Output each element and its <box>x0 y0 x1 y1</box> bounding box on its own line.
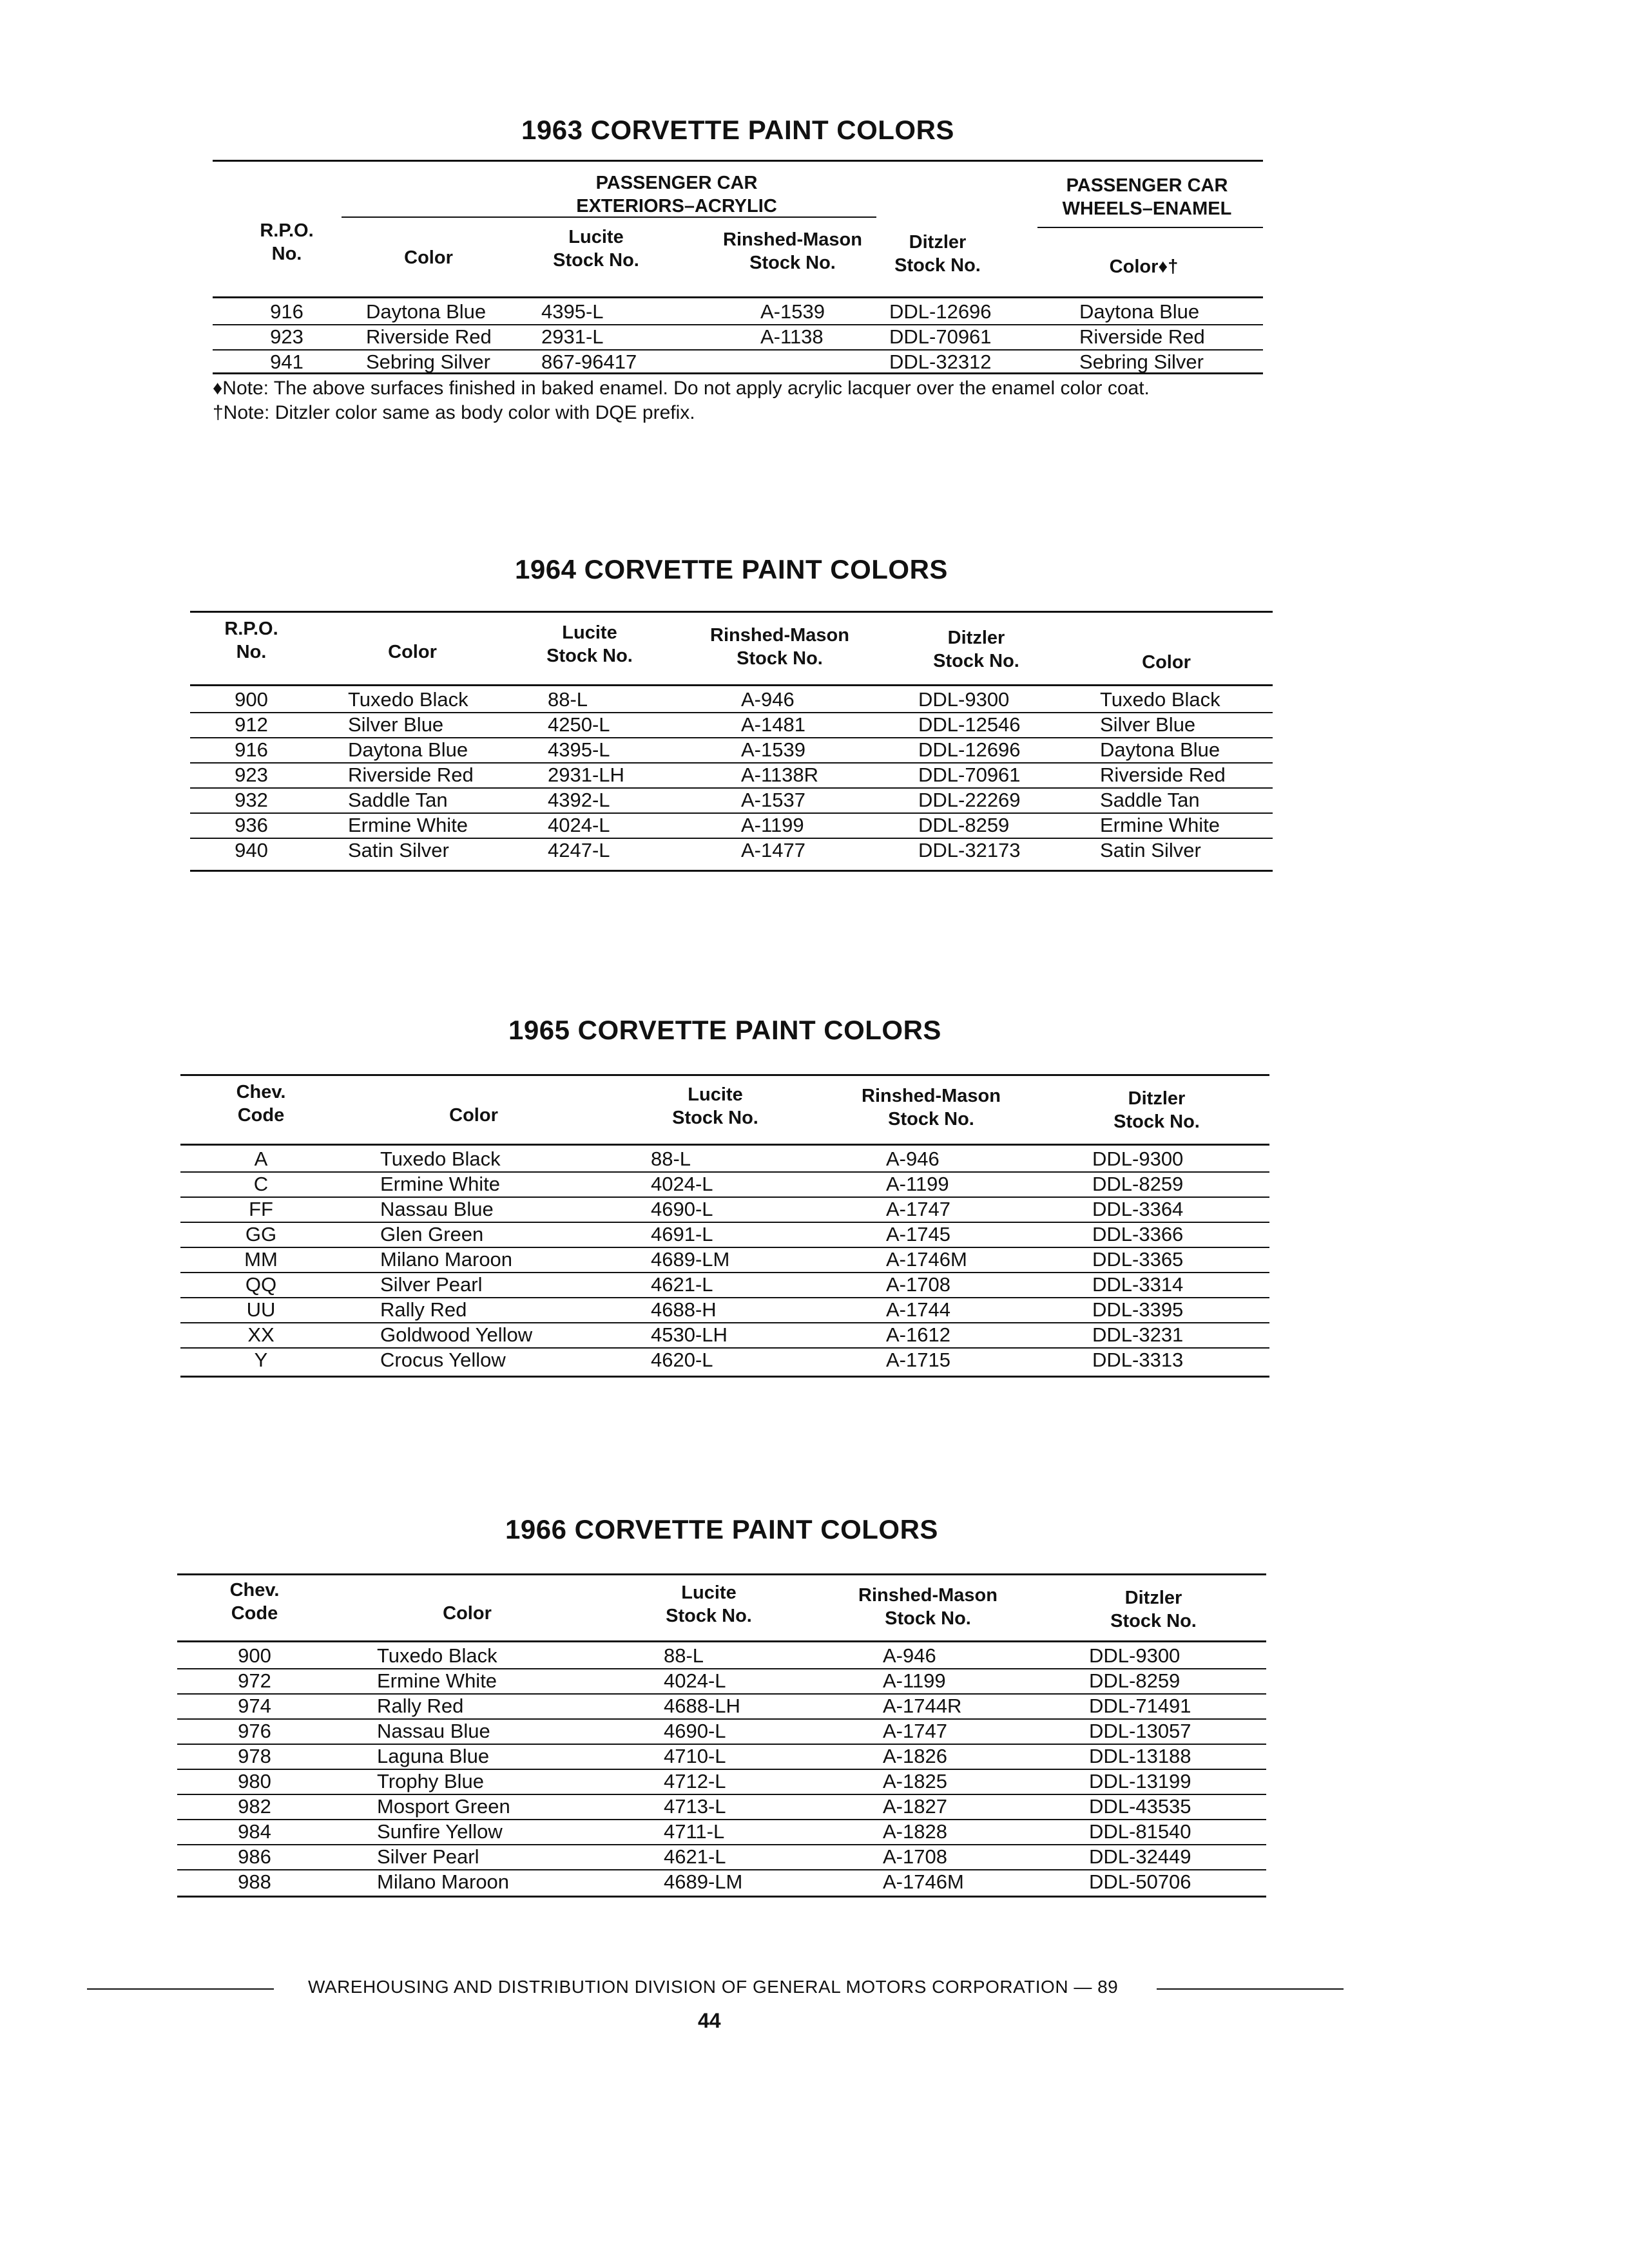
header-rule <box>177 1640 1266 1642</box>
table-row: 923 Riverside Red 2931-L A-1138 DDL-70961 Riverside Red <box>213 325 1263 351</box>
col-header-color: Color <box>443 1603 492 1624</box>
col-header-color-2: Color <box>1142 652 1191 673</box>
col-header-lucite: Lucite Stock No. <box>553 227 639 271</box>
header-rule <box>213 296 1263 298</box>
table-1963 <box>213 110 1263 432</box>
table-row: 941 Sebring Silver 867-96417 DDL-32312 Sebring Silver <box>270 351 1204 373</box>
table-row: C Ermine White 4024-L A-1199 DDL-8259 <box>180 1173 1269 1198</box>
table-body <box>190 688 1273 863</box>
table-1964 <box>190 554 1273 883</box>
table-1965 <box>180 1015 1269 1389</box>
group-header-exteriors: PASSENGER CAR EXTERIORS–ACRYLIC <box>576 173 777 216</box>
col-header-lucite: Lucite Stock No. <box>672 1084 758 1128</box>
bottom-rule <box>180 1376 1269 1378</box>
col-header-rinshed: Rinshed-Mason Stock No. <box>858 1585 998 1629</box>
table-title: 1964 CORVETTE PAINT COLORS <box>515 554 948 584</box>
table-title: 1966 CORVETTE PAINT COLORS <box>505 1514 938 1544</box>
footer-text: WAREHOUSING AND DISTRIBUTION DIVISION OF GENERAL MOTORS CORPORATION — 89 <box>308 1977 1119 1997</box>
table-row: QQ Silver Pearl 4621-L A-1708 DDL-3314 <box>180 1273 1269 1298</box>
col-header-lucite: Lucite Stock No. <box>666 1582 752 1626</box>
top-rule <box>190 611 1273 613</box>
bottom-rule <box>177 1896 1266 1898</box>
col-header-lucite: Lucite Stock No. <box>546 622 633 666</box>
note-enamel: ♦Note: The above surfaces finished in baked enamel. Do not apply acrylic lacquer over the enamel color coat. <box>213 378 1150 399</box>
table-body <box>213 300 1263 374</box>
table-row: 978 Laguna Blue 4710-L A-1826 DDL-13188 <box>177 1745 1266 1770</box>
table-title: 1963 CORVETTE PAINT COLORS <box>521 115 954 145</box>
top-rule <box>180 1074 1269 1076</box>
page-number: 44 <box>698 2009 721 2032</box>
table-title: 1965 CORVETTE PAINT COLORS <box>508 1015 941 1045</box>
header-rule <box>180 1144 1269 1146</box>
table-row: 940 Satin Silver 4247-L A-1477 DDL-32173 Satin Silver <box>235 839 1201 861</box>
col-header-ditzler: Ditzler Stock No. <box>1110 1588 1197 1631</box>
col-header-color: Color <box>388 642 437 662</box>
table-row: GG Glen Green 4691-L A-1745 DDL-3366 <box>180 1223 1269 1248</box>
table-row: 916 Daytona Blue 4395-L A-1539 DDL-12696 Daytona Blue <box>213 300 1263 325</box>
col-header-color: Color <box>404 247 453 268</box>
top-rule <box>177 1573 1266 1575</box>
col-header-code: Chev. Code <box>236 1082 286 1126</box>
table-row: 912 Silver Blue 4250-L A-1481 DDL-12546 Silver Blue <box>190 713 1273 738</box>
table-row: 936 Ermine White 4024-L A-1199 DDL-8259 Ermine White <box>190 814 1273 839</box>
col-header-rpo: R.P.O. No. <box>224 619 278 662</box>
col-header-rinshed: Rinshed-Mason Stock No. <box>862 1086 1001 1129</box>
table-row: Y Crocus Yellow 4620-L A-1715 DDL-3313 <box>254 1349 1184 1371</box>
table-row: 923 Riverside Red 2931-LH A-1138R DDL-70961 Riverside Red <box>190 764 1273 789</box>
col-header-ditzler: Ditzler Stock No. <box>1113 1088 1200 1132</box>
col-header-rpo: R.P.O. No. <box>260 220 314 264</box>
table-row: A Tuxedo Black 88-L A-946 DDL-9300 <box>180 1148 1269 1173</box>
table-row: UU Rally Red 4688-H A-1744 DDL-3395 <box>180 1298 1269 1323</box>
table-body <box>180 1148 1269 1372</box>
footer-rule-left <box>87 1988 274 1990</box>
table-row: FF Nassau Blue 4690-L A-1747 DDL-3364 <box>180 1198 1269 1223</box>
table-row: 974 Rally Red 4688-LH A-1744R DDL-71491 <box>177 1695 1266 1720</box>
col-header-wheel-color: Color♦† <box>1109 256 1179 277</box>
table-row: XX Goldwood Yellow 4530-LH A-1612 DDL-3231 <box>180 1323 1269 1349</box>
note-ditzler: †Note: Ditzler color same as body color with DQE prefix. <box>213 402 695 423</box>
col-header-rinshed: Rinshed-Mason Stock No. <box>723 229 862 273</box>
table-row: 932 Saddle Tan 4392-L A-1537 DDL-22269 Saddle Tan <box>190 789 1273 814</box>
group-rule-left <box>342 216 876 218</box>
col-header-rinshed: Rinshed-Mason Stock No. <box>710 625 849 669</box>
col-header-ditzler: Ditzler Stock No. <box>894 232 981 276</box>
bottom-rule <box>190 870 1273 872</box>
col-header-color: Color <box>449 1105 498 1126</box>
table-row: 900 Tuxedo Black 88-L A-946 DDL-9300 Tuxedo Black <box>190 688 1273 713</box>
top-rule <box>213 160 1263 162</box>
table-row: 982 Mosport Green 4713-L A-1827 DDL-43535 <box>177 1795 1266 1820</box>
group-header-wheels: PASSENGER CAR WHEELS–ENAMEL <box>1062 175 1232 219</box>
group-rule-right <box>1037 227 1263 228</box>
table-row: 900 Tuxedo Black 88-L A-946 DDL-9300 <box>177 1644 1266 1669</box>
footer-rule-right <box>1157 1988 1344 1990</box>
bottom-rule <box>213 372 1263 374</box>
table-row: 976 Nassau Blue 4690-L A-1747 DDL-13057 <box>177 1720 1266 1745</box>
header-rule <box>190 684 1273 686</box>
col-header-code: Chev. Code <box>229 1580 280 1624</box>
col-header-ditzler: Ditzler Stock No. <box>933 628 1019 671</box>
table-row: 972 Ermine White 4024-L A-1199 DDL-8259 <box>177 1669 1266 1695</box>
table-row: 988 Milano Maroon 4689-LM A-1746M DDL-50706 <box>238 1870 1191 1893</box>
table-row: 984 Sunfire Yellow 4711-L A-1828 DDL-81540 <box>177 1820 1266 1845</box>
table-body <box>177 1644 1266 1894</box>
table-1966 <box>177 1514 1266 1901</box>
table-row: 916 Daytona Blue 4395-L A-1539 DDL-12696 Daytona Blue <box>190 738 1273 764</box>
table-row: 980 Trophy Blue 4712-L A-1825 DDL-13199 <box>177 1770 1266 1795</box>
table-row: MM Milano Maroon 4689-LM A-1746M DDL-3365 <box>180 1248 1269 1273</box>
table-row: 986 Silver Pearl 4621-L A-1708 DDL-32449 <box>177 1845 1266 1870</box>
